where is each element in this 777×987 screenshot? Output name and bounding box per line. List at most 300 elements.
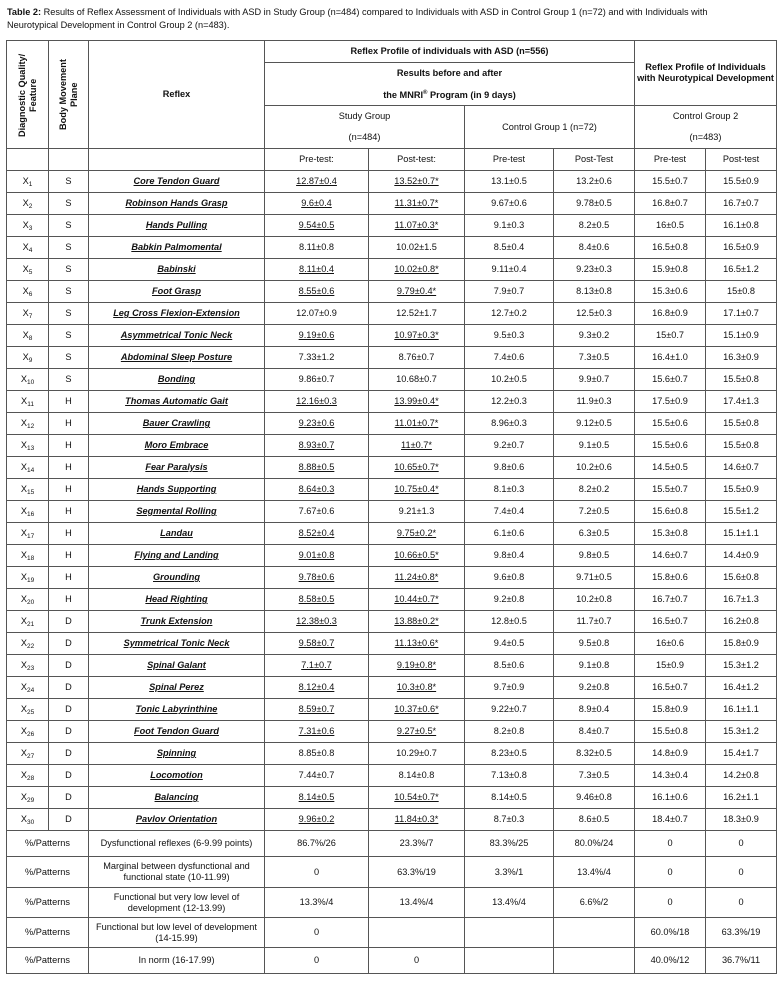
table-row — [7, 369, 777, 391]
study-post-test: 8.14±0.8 — [369, 765, 465, 787]
movement-plane: S — [49, 369, 89, 391]
control1-post-test: 8.32±0.5 — [554, 743, 635, 765]
reflex-name: Grounding — [89, 567, 265, 589]
control1-pre-test: 7.4±0.4 — [465, 501, 554, 523]
study-post-test: 10.37±0.6* — [369, 699, 465, 721]
reflex-name: Symmetrical Tonic Neck — [89, 633, 265, 655]
pattern-control2-post: 0 — [706, 857, 777, 888]
pattern-control1-pre: 3.3%/1 — [465, 857, 554, 888]
movement-plane: H — [49, 567, 89, 589]
control1-pre-test: 9.4±0.5 — [465, 633, 554, 655]
control1-pre-test: 8.5±0.6 — [465, 655, 554, 677]
diagnostic-feature: $X_4$ — [7, 237, 49, 259]
reflex-name: Moro Embrace — [89, 435, 265, 457]
study-pre-test: 9.01±0.8 — [265, 545, 369, 567]
reflex-name: Spinal Perez — [89, 677, 265, 699]
pattern-control2-pre: 40.0%/12 — [635, 948, 706, 974]
header-c1-post-test: Post-Test — [554, 149, 635, 171]
control2-post-test: 16.4±1.2 — [706, 677, 777, 699]
study-post-test: 11.84±0.3* — [369, 809, 465, 831]
control1-post-test: 9.78±0.5 — [554, 193, 635, 215]
study-pre-test: 9.23±0.6 — [265, 413, 369, 435]
table-row — [7, 633, 777, 655]
reflex-name: Foot Tendon Guard — [89, 721, 265, 743]
study-pre-test: 8.52±0.4 — [265, 523, 369, 545]
control2-post-test: 16.2±1.1 — [706, 787, 777, 809]
study-pre-test: 8.58±0.5 — [265, 589, 369, 611]
study-pre-test: 9.58±0.7 — [265, 633, 369, 655]
diagnostic-feature: $X_{10}$ — [7, 369, 49, 391]
table-row — [7, 215, 777, 237]
control1-pre-test: 9.6±0.8 — [465, 567, 554, 589]
study-post-test: 10.29±0.7 — [369, 743, 465, 765]
control2-pre-test: 16.1±0.6 — [635, 787, 706, 809]
control2-post-test: 15.5±1.2 — [706, 501, 777, 523]
pattern-study-pre: 86.7%/26 — [265, 831, 369, 857]
pattern-row — [7, 948, 777, 974]
pattern-study-post: 0 — [369, 948, 465, 974]
pattern-label: %/Patterns — [7, 831, 89, 857]
header-pre-test: Pre-test: — [265, 149, 369, 171]
reflex-name: Spinning — [89, 743, 265, 765]
pattern-row — [7, 831, 777, 857]
pattern-label: %/Patterns — [7, 948, 89, 974]
control2-pre-test: 15.8±0.9 — [635, 699, 706, 721]
pattern-description: In norm (16-17.99) — [89, 948, 265, 974]
control1-pre-test: 8.14±0.5 — [465, 787, 554, 809]
diagnostic-feature: $X_{20}$ — [7, 589, 49, 611]
table-row — [7, 391, 777, 413]
study-pre-test: 12.38±0.3 — [265, 611, 369, 633]
table-row — [7, 567, 777, 589]
table-row — [7, 413, 777, 435]
table-row — [7, 809, 777, 831]
control1-post-test: 9.2±0.8 — [554, 677, 635, 699]
header-study-n: (n=484) — [265, 127, 465, 149]
control2-pre-test: 16.4±1.0 — [635, 347, 706, 369]
reflex-name: Segmental Rolling — [89, 501, 265, 523]
header-control-group-1: Control Group 1 (n=72) — [465, 106, 635, 149]
movement-plane: H — [49, 457, 89, 479]
header-reflex: Reflex — [89, 41, 265, 149]
table-row — [7, 589, 777, 611]
reflex-name: Asymmetrical Tonic Neck — [89, 325, 265, 347]
control2-pre-test: 15.5±0.6 — [635, 413, 706, 435]
table-row — [7, 435, 777, 457]
control1-pre-test: 9.7±0.9 — [465, 677, 554, 699]
pattern-control1-pre: 13.4%/4 — [465, 888, 554, 918]
reflex-name: Pavlov Orientation — [89, 809, 265, 831]
control2-pre-test: 16.5±0.8 — [635, 237, 706, 259]
table-row — [7, 721, 777, 743]
control2-pre-test: 14.6±0.7 — [635, 545, 706, 567]
diagnostic-feature: $X_{11}$ — [7, 391, 49, 413]
diagnostic-feature: $X_2$ — [7, 193, 49, 215]
movement-plane: H — [49, 413, 89, 435]
study-pre-test: 9.54±0.5 — [265, 215, 369, 237]
control2-pre-test: 14.5±0.5 — [635, 457, 706, 479]
pattern-study-pre: 0 — [265, 857, 369, 888]
control1-pre-test: 9.8±0.4 — [465, 545, 554, 567]
movement-plane: S — [49, 303, 89, 325]
table-row — [7, 171, 777, 193]
control2-pre-test: 15.6±0.7 — [635, 369, 706, 391]
control1-pre-test: 7.4±0.6 — [465, 347, 554, 369]
header-c1-pre-test: Pre-test — [465, 149, 554, 171]
control2-post-test: 15.6±0.8 — [706, 567, 777, 589]
pattern-description: Functional but low level of development (14-15.99) — [89, 918, 265, 948]
control1-post-test: 8.4±0.7 — [554, 721, 635, 743]
control1-pre-test: 8.5±0.4 — [465, 237, 554, 259]
pattern-study-pre: 0 — [265, 948, 369, 974]
study-post-test: 10.54±0.7* — [369, 787, 465, 809]
control1-pre-test: 13.1±0.5 — [465, 171, 554, 193]
movement-plane: H — [49, 501, 89, 523]
header-results-line1: Results before and after — [265, 63, 635, 85]
study-post-test: 12.52±1.7 — [369, 303, 465, 325]
control1-post-test: 9.12±0.5 — [554, 413, 635, 435]
study-post-test: 8.76±0.7 — [369, 347, 465, 369]
reflex-name: Spinal Galant — [89, 655, 265, 677]
control1-pre-test: 7.13±0.8 — [465, 765, 554, 787]
control2-post-test: 18.3±0.9 — [706, 809, 777, 831]
study-pre-test: 12.87±0.4 — [265, 171, 369, 193]
pattern-study-pre: 0 — [265, 918, 369, 948]
diagnostic-feature: $X_{28}$ — [7, 765, 49, 787]
control1-post-test: 9.8±0.5 — [554, 545, 635, 567]
control1-post-test: 8.4±0.6 — [554, 237, 635, 259]
reflex-name: Balancing — [89, 787, 265, 809]
pattern-row — [7, 857, 777, 888]
control2-pre-test: 16±0.5 — [635, 215, 706, 237]
pattern-study-post: 13.4%/4 — [369, 888, 465, 918]
control1-post-test: 9.46±0.8 — [554, 787, 635, 809]
control1-pre-test: 9.8±0.6 — [465, 457, 554, 479]
header-empty — [89, 149, 265, 171]
study-post-test: 10.3±0.8* — [369, 677, 465, 699]
table-row — [7, 193, 777, 215]
diagnostic-feature: $X_{14}$ — [7, 457, 49, 479]
control1-pre-test: 9.11±0.4 — [465, 259, 554, 281]
control1-pre-test: 8.7±0.3 — [465, 809, 554, 831]
study-pre-test: 8.11±0.8 — [265, 237, 369, 259]
movement-plane: H — [49, 545, 89, 567]
control1-post-test: 13.2±0.6 — [554, 171, 635, 193]
control2-post-test: 14.4±0.9 — [706, 545, 777, 567]
study-pre-test: 8.64±0.3 — [265, 479, 369, 501]
header-diagnostic-quality: Diagnostic Quality/ Feature — [7, 41, 49, 149]
study-post-test: 11.07±0.3* — [369, 215, 465, 237]
control1-pre-test: 9.2±0.8 — [465, 589, 554, 611]
pattern-control1-post: 6.6%/2 — [554, 888, 635, 918]
control1-post-test: 9.1±0.8 — [554, 655, 635, 677]
study-post-test: 10.44±0.7* — [369, 589, 465, 611]
control1-pre-test: 9.1±0.3 — [465, 215, 554, 237]
pattern-control2-pre: 0 — [635, 888, 706, 918]
control1-pre-test: 9.67±0.6 — [465, 193, 554, 215]
control2-post-test: 17.1±0.7 — [706, 303, 777, 325]
control1-pre-test: 8.96±0.3 — [465, 413, 554, 435]
diagnostic-feature: $X_{21}$ — [7, 611, 49, 633]
diagnostic-feature: $X_{24}$ — [7, 677, 49, 699]
movement-plane: D — [49, 721, 89, 743]
study-pre-test: 8.55±0.6 — [265, 281, 369, 303]
movement-plane: D — [49, 633, 89, 655]
movement-plane: S — [49, 237, 89, 259]
control2-pre-test: 15.3±0.8 — [635, 523, 706, 545]
header-empty — [49, 149, 89, 171]
movement-plane: D — [49, 809, 89, 831]
pattern-control2-pre: 0 — [635, 857, 706, 888]
control2-post-test: 16.7±1.3 — [706, 589, 777, 611]
control1-pre-test: 12.2±0.3 — [465, 391, 554, 413]
control2-pre-test: 15±0.9 — [635, 655, 706, 677]
control1-pre-test: 8.1±0.3 — [465, 479, 554, 501]
control1-post-test: 7.3±0.5 — [554, 765, 635, 787]
pattern-description: Marginal between dysfunctional and functional state (10-11.99) — [89, 857, 265, 888]
table-caption — [7, 6, 755, 32]
control1-post-test: 9.1±0.5 — [554, 435, 635, 457]
study-pre-test: 12.07±0.9 — [265, 303, 369, 325]
table-row — [7, 501, 777, 523]
table-row — [7, 259, 777, 281]
control2-post-test: 15.3±1.2 — [706, 721, 777, 743]
study-post-test: 13.88±0.2* — [369, 611, 465, 633]
study-pre-test: 7.67±0.6 — [265, 501, 369, 523]
table-row — [7, 479, 777, 501]
control2-post-test: 16.3±0.9 — [706, 347, 777, 369]
study-pre-test: 9.96±0.2 — [265, 809, 369, 831]
control2-post-test: 14.6±0.7 — [706, 457, 777, 479]
study-pre-test: 9.86±0.7 — [265, 369, 369, 391]
control1-post-test: 7.3±0.5 — [554, 347, 635, 369]
control1-pre-test: 7.9±0.7 — [465, 281, 554, 303]
pattern-control1-post — [554, 948, 635, 974]
movement-plane: S — [49, 325, 89, 347]
control2-post-test: 16.5±0.9 — [706, 237, 777, 259]
diagnostic-feature: $X_7$ — [7, 303, 49, 325]
table-row — [7, 545, 777, 567]
control2-pre-test: 14.8±0.9 — [635, 743, 706, 765]
diagnostic-feature: $X_{19}$ — [7, 567, 49, 589]
study-post-test: 9.19±0.8* — [369, 655, 465, 677]
study-post-test: 13.99±0.4* — [369, 391, 465, 413]
study-pre-test: 8.88±0.5 — [265, 457, 369, 479]
control2-post-test: 16.2±0.8 — [706, 611, 777, 633]
reflex-name: Flying and Landing — [89, 545, 265, 567]
movement-plane: D — [49, 765, 89, 787]
diagnostic-feature: $X_{23}$ — [7, 655, 49, 677]
diagnostic-feature: $X_3$ — [7, 215, 49, 237]
table-row — [7, 677, 777, 699]
pattern-control1-post: 13.4%/4 — [554, 857, 635, 888]
control2-pre-test: 15±0.7 — [635, 325, 706, 347]
pattern-control1-pre — [465, 948, 554, 974]
study-post-test: 11.24±0.8* — [369, 567, 465, 589]
control2-post-test: 15.5±0.8 — [706, 413, 777, 435]
control2-post-test: 16.7±0.7 — [706, 193, 777, 215]
diagnostic-feature: $X_{17}$ — [7, 523, 49, 545]
reflex-name: Babkin Palmomental — [89, 237, 265, 259]
table-row — [7, 457, 777, 479]
header-results-line2: the MNRI® Program (in 9 days) — [265, 84, 635, 106]
pattern-control2-pre: 60.0%/18 — [635, 918, 706, 948]
control2-pre-test: 16±0.6 — [635, 633, 706, 655]
header-control2-n: (n=483) — [635, 127, 777, 149]
control2-post-test: 14.2±0.8 — [706, 765, 777, 787]
movement-plane: H — [49, 479, 89, 501]
control2-pre-test: 14.3±0.4 — [635, 765, 706, 787]
control1-post-test: 8.13±0.8 — [554, 281, 635, 303]
header-post-test: Post-test: — [369, 149, 465, 171]
study-post-test: 13.52±0.7* — [369, 171, 465, 193]
reflex-name: Thomas Automatic Gait — [89, 391, 265, 413]
pattern-control1-post — [554, 918, 635, 948]
reflex-name: Abdominal Sleep Posture — [89, 347, 265, 369]
diagnostic-feature: $X_{29}$ — [7, 787, 49, 809]
control2-post-test: 15.5±0.8 — [706, 369, 777, 391]
pattern-label: %/Patterns — [7, 918, 89, 948]
study-pre-test: 8.93±0.7 — [265, 435, 369, 457]
movement-plane: S — [49, 347, 89, 369]
control1-pre-test: 9.22±0.7 — [465, 699, 554, 721]
diagnostic-feature: $X_{18}$ — [7, 545, 49, 567]
control2-pre-test: 15.9±0.8 — [635, 259, 706, 281]
study-post-test: 11±0.7* — [369, 435, 465, 457]
control2-pre-test: 16.5±0.7 — [635, 611, 706, 633]
movement-plane: H — [49, 589, 89, 611]
control1-post-test: 8.2±0.5 — [554, 215, 635, 237]
control1-pre-test: 8.23±0.5 — [465, 743, 554, 765]
table-row — [7, 347, 777, 369]
reflex-name: Fear Paralysis — [89, 457, 265, 479]
pattern-row — [7, 918, 777, 948]
control2-post-test: 15.1±0.9 — [706, 325, 777, 347]
study-pre-test: 8.14±0.5 — [265, 787, 369, 809]
reflex-name: Leg Cross Flexion-Extension — [89, 303, 265, 325]
study-pre-test: 8.11±0.4 — [265, 259, 369, 281]
header-c2-pre-test: Pre-test — [635, 149, 706, 171]
movement-plane: S — [49, 193, 89, 215]
pattern-description: Dysfunctional reflexes (6-9.99 points) — [89, 831, 265, 857]
pattern-label: %/Patterns — [7, 857, 89, 888]
pattern-control2-post: 63.3%/19 — [706, 918, 777, 948]
control2-pre-test: 18.4±0.7 — [635, 809, 706, 831]
header-neurotypical-profile: Reflex Profile of Individuals with Neurotypical Development — [635, 41, 777, 106]
pattern-control2-post: 0 — [706, 888, 777, 918]
movement-plane: H — [49, 523, 89, 545]
control1-post-test: 10.2±0.8 — [554, 589, 635, 611]
diagnostic-feature: $X_8$ — [7, 325, 49, 347]
study-post-test: 9.75±0.2* — [369, 523, 465, 545]
study-post-test: 10.65±0.7* — [369, 457, 465, 479]
header-empty — [7, 149, 49, 171]
study-post-test: 11.31±0.7* — [369, 193, 465, 215]
control2-post-test: 15.4±1.7 — [706, 743, 777, 765]
table-row — [7, 523, 777, 545]
study-post-test: 11.01±0.7* — [369, 413, 465, 435]
reflex-name: Locomotion — [89, 765, 265, 787]
table-row — [7, 281, 777, 303]
header-c2-post-test: Post-test — [706, 149, 777, 171]
study-pre-test: 9.78±0.6 — [265, 567, 369, 589]
pattern-row — [7, 888, 777, 918]
header-control-group-2: Control Group 2 — [635, 106, 777, 128]
study-post-test: 9.79±0.4* — [369, 281, 465, 303]
study-pre-test: 7.44±0.7 — [265, 765, 369, 787]
study-post-test: 10.68±0.7 — [369, 369, 465, 391]
diagnostic-feature: $X_{27}$ — [7, 743, 49, 765]
reflex-name: Core Tendon Guard — [89, 171, 265, 193]
control1-post-test: 12.5±0.3 — [554, 303, 635, 325]
control1-pre-test: 6.1±0.6 — [465, 523, 554, 545]
control2-post-test: 15±0.8 — [706, 281, 777, 303]
control2-pre-test: 15.5±0.6 — [635, 435, 706, 457]
movement-plane: D — [49, 787, 89, 809]
pattern-study-post: 63.3%/19 — [369, 857, 465, 888]
control2-post-test: 15.8±0.9 — [706, 633, 777, 655]
reflex-name: Hands Pulling — [89, 215, 265, 237]
table-row — [7, 611, 777, 633]
diagnostic-feature: $X_9$ — [7, 347, 49, 369]
diagnostic-feature: $X_{13}$ — [7, 435, 49, 457]
table-row — [7, 765, 777, 787]
control2-post-test: 17.4±1.3 — [706, 391, 777, 413]
study-pre-test: 9.6±0.4 — [265, 193, 369, 215]
pattern-control1-pre — [465, 918, 554, 948]
diagnostic-feature: $X_{30}$ — [7, 809, 49, 831]
control1-post-test: 11.9±0.3 — [554, 391, 635, 413]
reflex-name: Trunk Extension — [89, 611, 265, 633]
movement-plane: S — [49, 281, 89, 303]
study-pre-test: 7.33±1.2 — [265, 347, 369, 369]
control2-post-test: 16.1±0.8 — [706, 215, 777, 237]
control2-pre-test: 16.7±0.7 — [635, 589, 706, 611]
diagnostic-feature: $X_1$ — [7, 171, 49, 193]
reflex-name: Foot Grasp — [89, 281, 265, 303]
study-pre-test: 7.31±0.6 — [265, 721, 369, 743]
diagnostic-feature: $X_{12}$ — [7, 413, 49, 435]
diagnostic-feature: $X_{15}$ — [7, 479, 49, 501]
control2-pre-test: 17.5±0.9 — [635, 391, 706, 413]
table-row — [7, 787, 777, 809]
control2-pre-test: 15.5±0.7 — [635, 171, 706, 193]
control2-pre-test: 16.8±0.7 — [635, 193, 706, 215]
study-pre-test: 8.59±0.7 — [265, 699, 369, 721]
study-pre-test: 8.12±0.4 — [265, 677, 369, 699]
control1-post-test: 9.5±0.8 — [554, 633, 635, 655]
pattern-study-post — [369, 918, 465, 948]
table-row — [7, 325, 777, 347]
control2-pre-test: 15.5±0.7 — [635, 479, 706, 501]
pattern-control2-pre: 0 — [635, 831, 706, 857]
control1-post-test: 8.6±0.5 — [554, 809, 635, 831]
control2-pre-test: 16.5±0.7 — [635, 677, 706, 699]
header-body-movement-plane: Body Movement Plane — [49, 41, 89, 149]
diagnostic-feature: $X_5$ — [7, 259, 49, 281]
control1-post-test: 9.9±0.7 — [554, 369, 635, 391]
study-post-test: 10.97±0.3* — [369, 325, 465, 347]
header-study-group: Study Group — [265, 106, 465, 128]
control1-post-test: 6.3±0.5 — [554, 523, 635, 545]
control1-post-test: 7.2±0.5 — [554, 501, 635, 523]
pattern-control2-post: 0 — [706, 831, 777, 857]
control2-post-test: 16.5±1.2 — [706, 259, 777, 281]
study-post-test: 9.27±0.5* — [369, 721, 465, 743]
table-row — [7, 303, 777, 325]
movement-plane: S — [49, 259, 89, 281]
study-post-test: 10.02±1.5 — [369, 237, 465, 259]
